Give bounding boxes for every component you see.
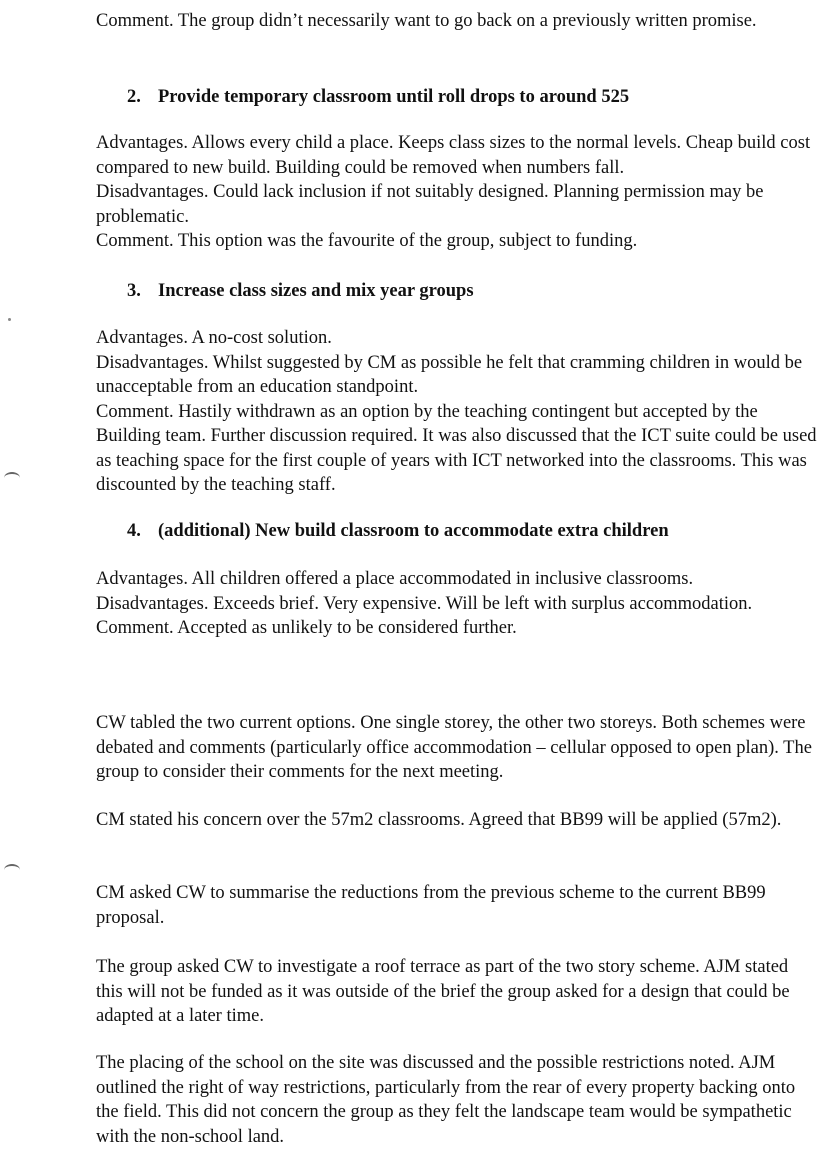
option-number: 2. <box>127 87 141 107</box>
option-details <box>96 326 818 498</box>
paragraph-text: CM asked CW to summarise the reductions from the previous scheme to the current BB99 proposal. <box>96 883 766 928</box>
scan-mark <box>4 864 20 876</box>
option-heading <box>127 279 474 303</box>
option-disadvantages: Disadvantages. Exceeds brief. Very expensive. Will be left with surplus accommodation. <box>96 593 753 614</box>
option-comment: Comment. This option was the favourite of the group, subject to funding. <box>96 231 638 251</box>
option-advantages: Advantages. Allows every child a place. Keeps class sizes to the normal levels. Cheap build cost compared to new build. Building could be removed when numbers fall. <box>96 133 811 178</box>
intro-comment-block <box>96 9 818 34</box>
paragraph-text: The placing of the school on the site was discussed and the possible restrictions noted. AJM outlined the right of way restrictions, particularly from the rear of every property backing onto the field. This did not concern the group as they felt the landscape team would be sympathetic with the non-school land. <box>96 1053 796 1147</box>
scan-speck <box>8 318 11 321</box>
option-details <box>96 567 818 641</box>
option-title: Increase class sizes and mix year groups <box>158 281 474 301</box>
paragraph-text: CW tabled the two current options. One single storey, the other two storeys. Both schemes were debated and comments (particularly office accommodation – cellular opposed to open plan). The group to consider their comments for the next meeting. <box>96 713 812 782</box>
option-heading <box>127 519 669 543</box>
option-comment: Comment. Hastily withdrawn as an option by the teaching contingent but accepted by the Building team. Further discussion required. It was also discussed that the ICT suite could be used as teaching space for the first couple of years with ICT networked into the classrooms. This was discounted by the teaching staff. <box>96 401 817 495</box>
scan-mark <box>4 472 20 484</box>
paragraph <box>96 881 818 930</box>
option-number: 3. <box>127 281 141 301</box>
option-advantages: Advantages. All children offered a place accommodated in inclusive classrooms. <box>96 569 694 589</box>
option-details <box>96 131 818 254</box>
paragraph-text: CM stated his concern over the 57m2 classrooms. Agreed that BB99 will be applied (57m2). <box>96 810 782 830</box>
option-heading <box>127 85 629 109</box>
paragraph <box>96 711 818 785</box>
option-disadvantages: Disadvantages. Whilst suggested by CM as possible he felt that cramming children in would be unacceptable from an education standpoint. <box>96 352 803 397</box>
paragraph-text: The group asked CW to investigate a roof terrace as part of the two story scheme. AJM stated this will not be funded as it was outside of the brief the group asked for a design that could be adapted at a later time. <box>96 957 790 1026</box>
option-comment: Comment. Accepted as unlikely to be considered further. <box>96 618 517 638</box>
paragraph <box>96 955 818 1029</box>
intro-comment: Comment. The group didn’t necessarily want to go back on a previously written promise. <box>96 11 757 31</box>
option-number: 4. <box>127 521 141 541</box>
option-title: (additional) New build classroom to accommodate extra children <box>158 521 669 541</box>
option-advantages: Advantages. A no-cost solution. <box>96 328 332 348</box>
option-title: Provide temporary classroom until roll drops to around 525 <box>158 87 630 107</box>
option-disadvantages: Disadvantages. Could lack inclusion if not suitably designed. Planning permission may be problematic. <box>96 182 764 227</box>
paragraph <box>96 808 818 833</box>
paragraph <box>96 1051 818 1149</box>
